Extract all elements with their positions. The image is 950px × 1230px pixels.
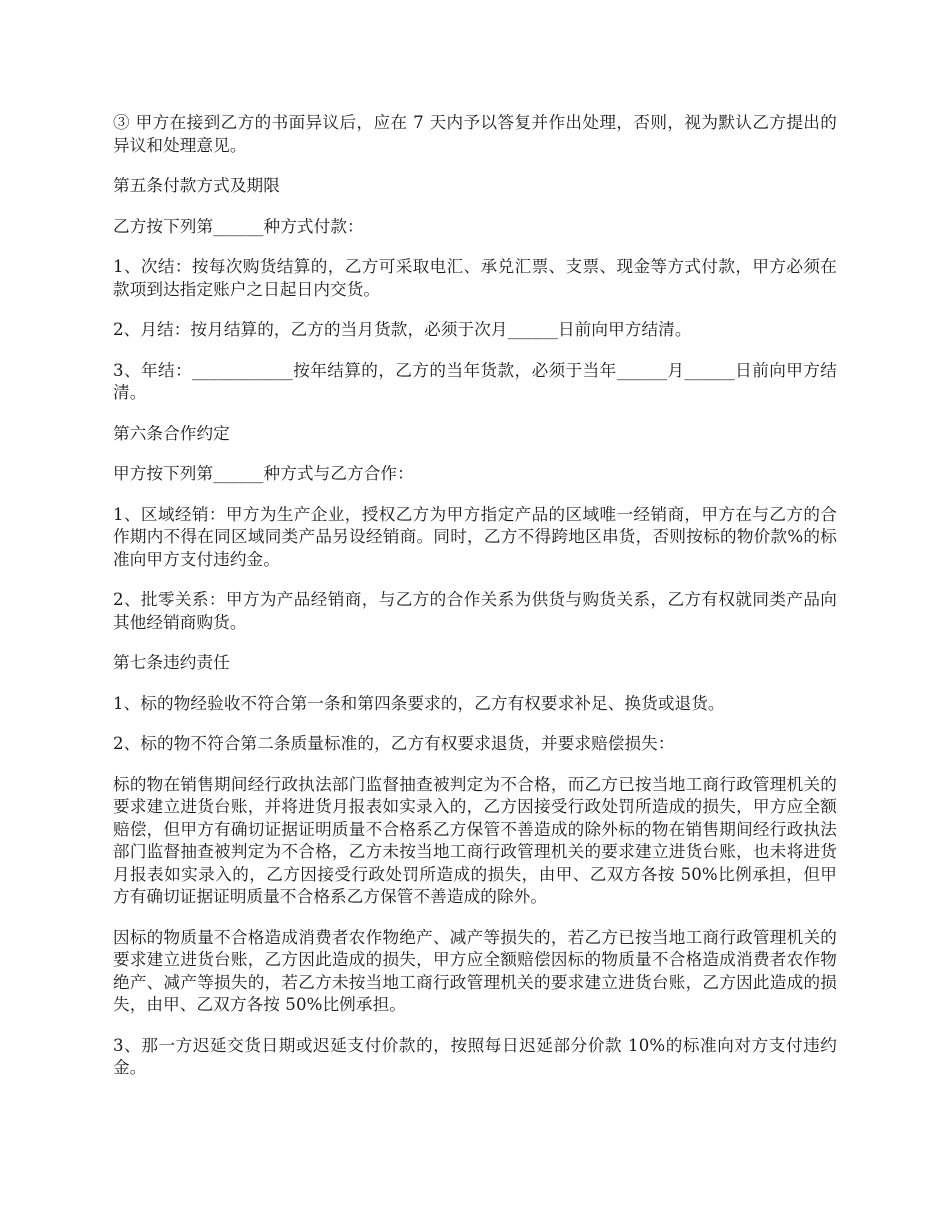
paragraph-late-penalty: 3、那一方迟延交货日期或迟延支付价款的，按照每日迟延部分价款 10%的标准向对方支付违约金。 (113, 1035, 837, 1077)
paragraph-crop-loss: 因标的物质量不合格造成消费者农作物绝产、减产等损失的，若乙方已按当地工商行政管理机关的要求建立进货台账，乙方因此造成的损失，甲方应全额赔偿因标的物质量不合格造成消费者农作物绝产、减产等损失的，若乙方未按当地工商行政管理机关的要求建立进货台账，乙方因此造成的损失，由甲、乙双方各按 50%比例承担。 (113, 927, 837, 1014)
paragraph-wholesale-retail: 2、批零关系：甲方为产品经销商，与乙方的合作关系为供货与购货关系，乙方有权就同类产品向其他经销商购货。 (113, 590, 837, 632)
paragraph-quality-failure: 2、标的物不符合第二条质量标准的，乙方有权要求退货，并要求赔偿损失： (113, 734, 675, 753)
heading-article-6: 第六条合作约定 (113, 423, 230, 443)
paragraph-inspection-failure: 1、标的物经验收不符合第一条和第四条要求的，乙方有权要求补足、换货或退货。 (113, 693, 725, 713)
paragraph-objection-reply: ③ 甲方在接到乙方的书面异议后，应在 7 天内予以答复并作出处理，否则，视为默认乙方提出的异议和处理意见。 (113, 113, 837, 155)
paragraph-yearly: 3、年结：____________按年结算的，乙方的当年货款，必须于当年______月______日前向甲方结清。 (113, 360, 837, 402)
document-page (113, 112, 837, 1098)
heading-article-7: 第七条违约责任 (113, 653, 230, 672)
paragraph-monthly: 2、月结：按月结算的，乙方的当月货款，必须于次月______日前向甲方结清。 (113, 320, 692, 339)
paragraph-regional-distribution: 1、区域经销：甲方为生产企业，授权乙方为甲方指定产品的区域唯一经销商，甲方在与乙方的合作期内不得在同区域同类产品另设经销商。同时，乙方不得跨地区串货，否则按标的物价款%的标准向甲方支付违约金。 (113, 504, 837, 569)
paragraph-per-order: 1、次结：按每次购货结算的，乙方可采取电汇、承兑汇票、支票、现金等方式付款，甲方必须在款项到达指定账户之日起日内交货。 (113, 257, 837, 299)
paragraph-administrative-penalty: 标的物在销售期间经行政执法部门监督抽查被判定为不合格，而乙方已按当地工商行政管理机关的要求建立进货台账，并将进货月报表如实录入的，乙方因接受行政处罚所造成的损失，甲方应全额赔偿，但甲方有确切证据证明质量不合格系乙方保管不善造成的除外标的物在销售期间经行政执法部门监督抽查被判定为不合格，乙方未按当地工商行政管理机关的要求建立进货台账，也未将进货月报表如实录入的，乙方因接受行政处罚所造成的损失，由甲、乙双方各按 50%比例承担，但甲方有确切证据证明质量不合格系乙方保管不善造成的除外。 (113, 774, 837, 906)
paragraph-cooperation-method: 甲方按下列第______种方式与乙方合作： (113, 464, 414, 483)
heading-article-5: 第五条付款方式及期限 (113, 176, 280, 195)
paragraph-payment-method: 乙方按下列第______种方式付款： (113, 216, 364, 236)
